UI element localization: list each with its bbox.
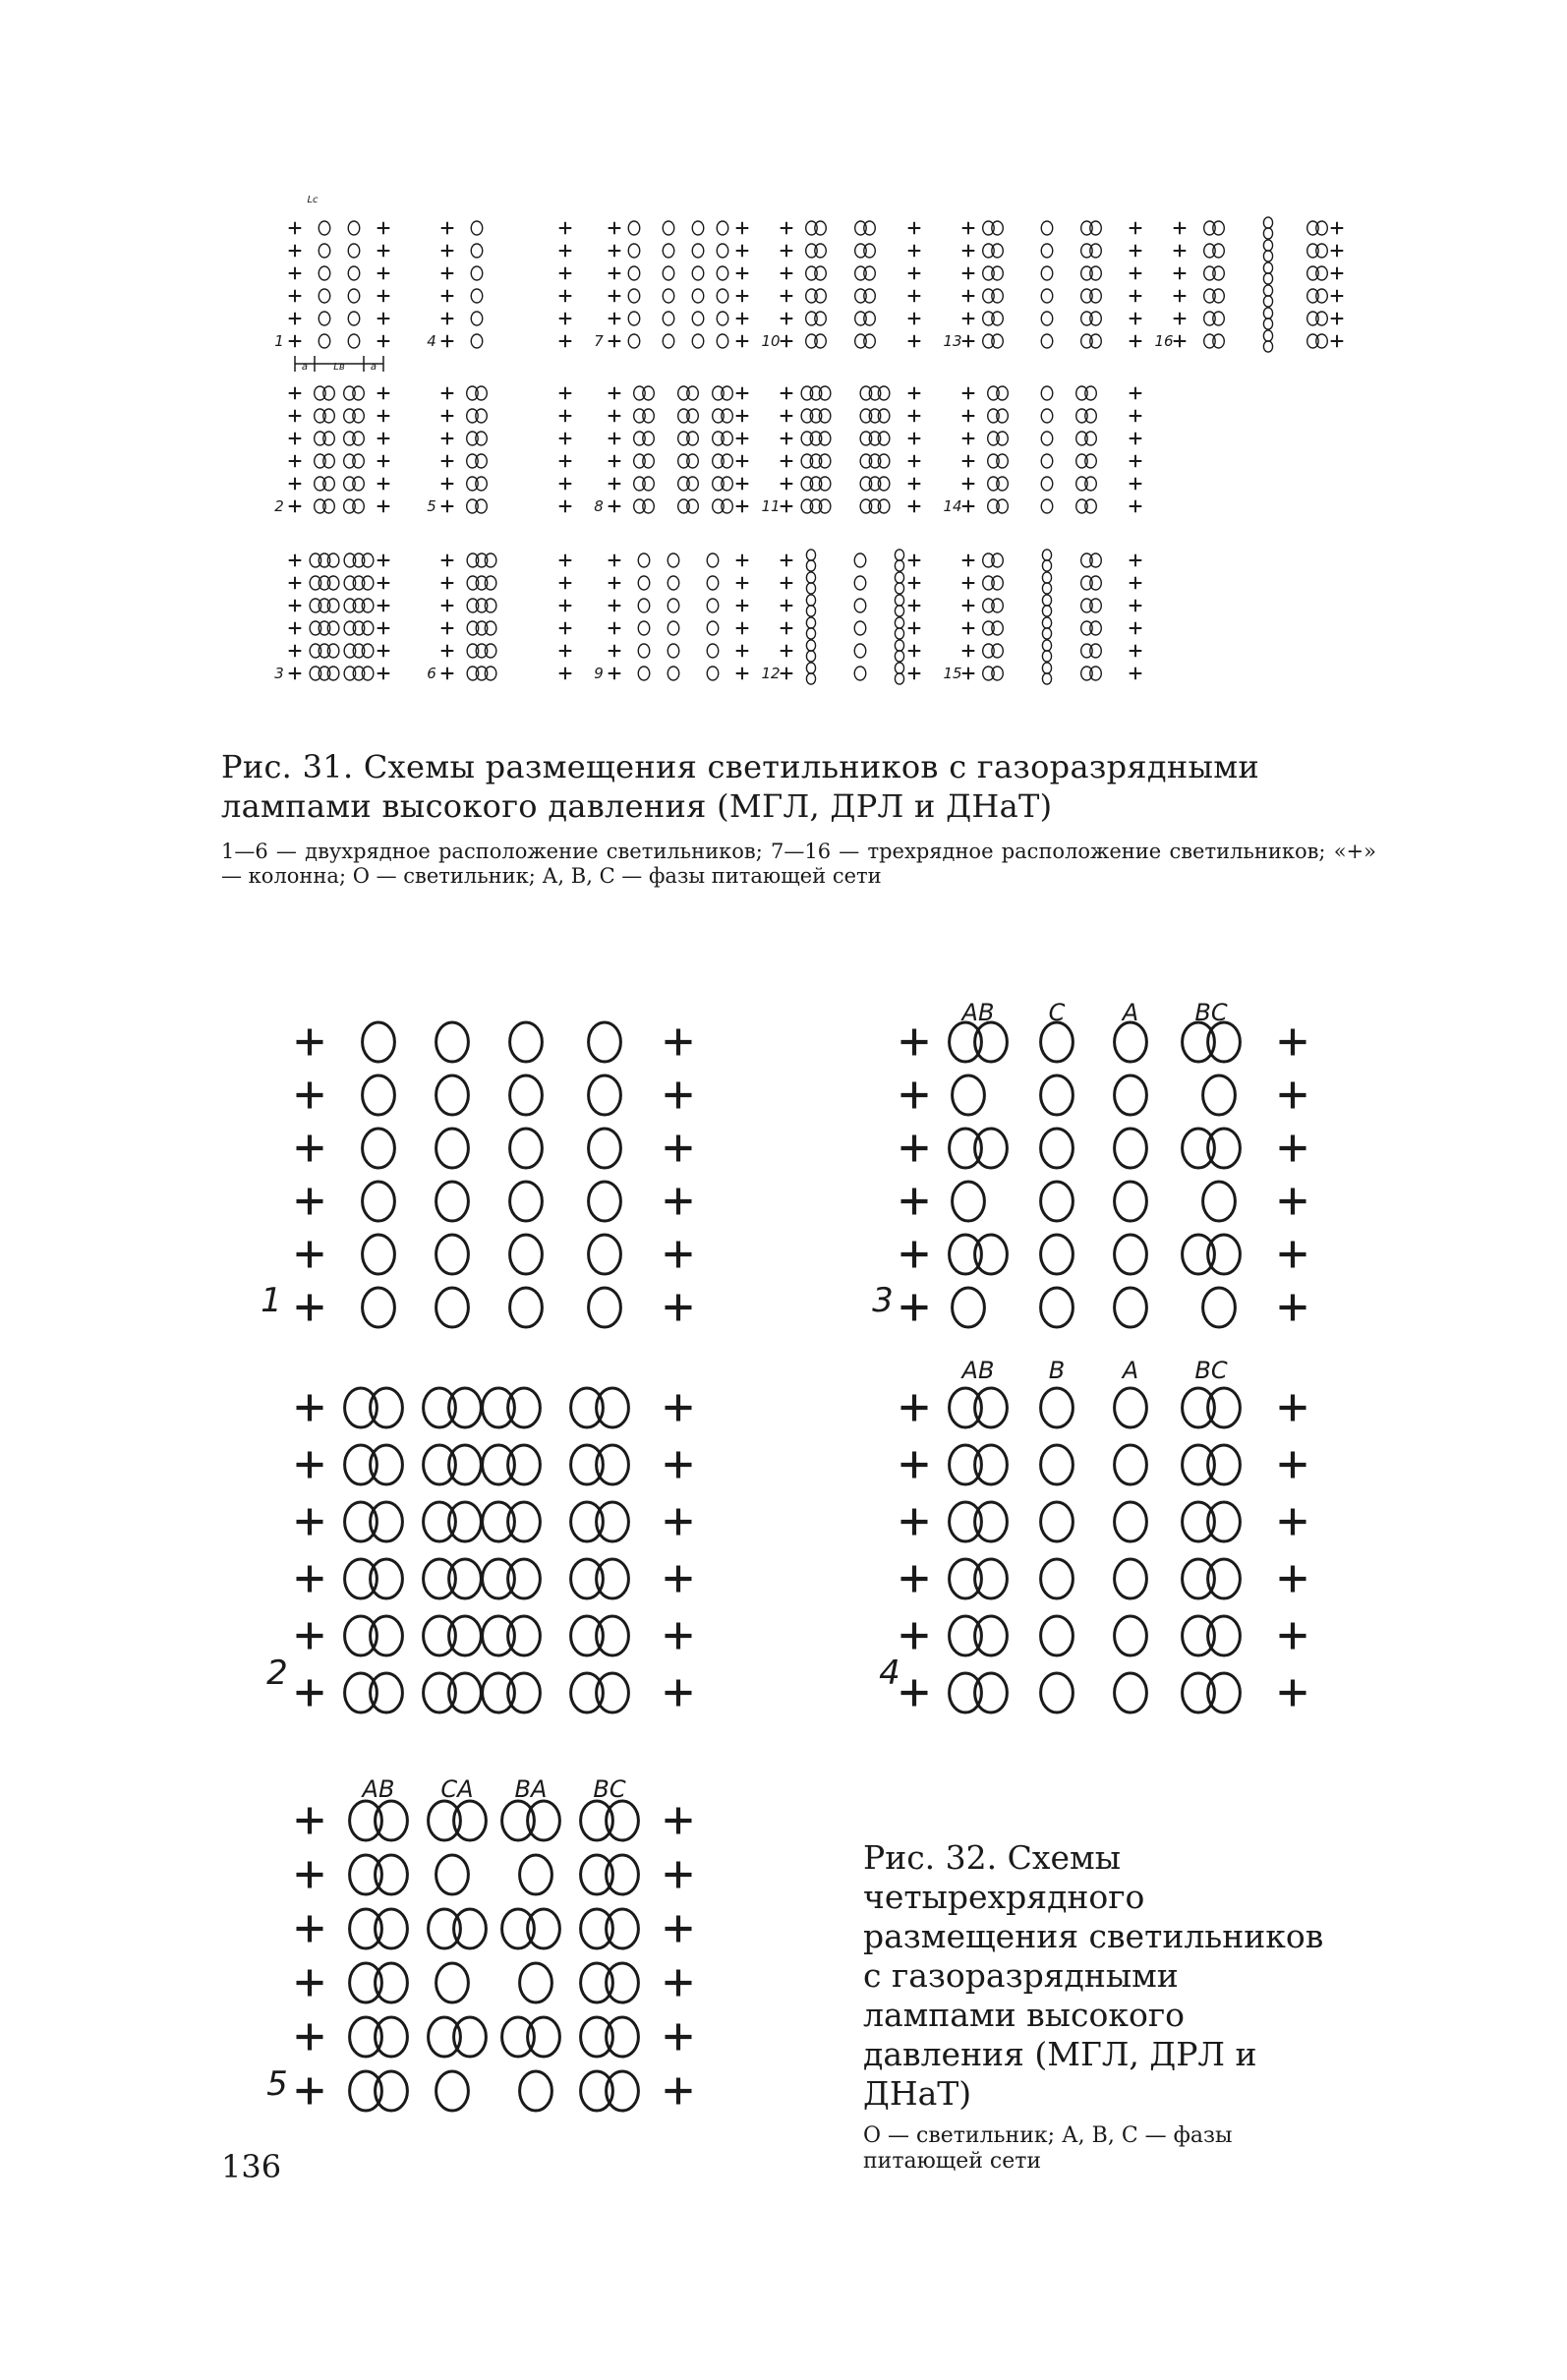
luminaire [510, 1129, 543, 1168]
column-plus [666, 1295, 692, 1321]
luminaire-pair [950, 1616, 982, 1655]
luminaire-pair [607, 2017, 639, 2057]
luminaire [953, 1288, 985, 1327]
luminaire-pair [950, 1235, 982, 1274]
scheme-number: 16 [1154, 332, 1174, 350]
luminaire [1115, 1235, 1147, 1274]
column-plus [901, 1509, 928, 1536]
luminaire-pair [483, 1559, 515, 1598]
luminaire-pair [350, 1801, 382, 1840]
column-plus [297, 2024, 323, 2051]
luminaire-pair [454, 1909, 487, 1948]
luminaire-pair [424, 1388, 456, 1427]
luminaire-pair [376, 2017, 408, 2057]
column-plus [1280, 1189, 1306, 1215]
figure-31-title: Рис. 31. Схемы размещения светильников с газоразрядными лампами высокого давления (МГЛ, ДРЛ и ДНаТ) [221, 748, 1260, 825]
luminaire-pair [502, 1801, 535, 1840]
phase-label: ВС [593, 1775, 626, 1803]
scheme-number: 4 [879, 1654, 900, 1693]
scheme-number: 3 [872, 1281, 894, 1320]
luminaire-pair [424, 1616, 456, 1655]
luminaire-pair [571, 1445, 604, 1484]
scheme-number: 2 [266, 1654, 288, 1693]
figure-32-caption [863, 1838, 1340, 2175]
luminaire-pair [581, 2017, 613, 2057]
luminaire [436, 1075, 469, 1115]
luminaire [363, 1182, 395, 1221]
luminaire-pair [950, 1673, 982, 1712]
column-plus [666, 1916, 692, 1943]
luminaire-pair [376, 1909, 408, 1948]
scheme-number: 5 [427, 497, 436, 515]
luminaire [1041, 1388, 1074, 1427]
column-plus [1280, 1295, 1306, 1321]
column-plus [666, 1509, 692, 1536]
luminaire-pair [371, 1616, 403, 1655]
luminaire-pair [424, 1502, 456, 1541]
column-plus [1280, 1509, 1306, 1536]
luminaire-pair [345, 1388, 377, 1427]
luminaire [589, 1235, 621, 1274]
scheme-number: 11 [761, 497, 781, 515]
column-plus [1280, 1623, 1306, 1650]
column-plus [666, 1808, 692, 1834]
luminaire-pair [1183, 1445, 1215, 1484]
luminaire-pair [449, 1388, 482, 1427]
dimension-label: Lc [307, 195, 319, 205]
luminaire [1041, 1559, 1074, 1598]
luminaire-pair [508, 1502, 541, 1541]
luminaire-pair [345, 1559, 377, 1598]
column-plus [1280, 1029, 1306, 1056]
luminaire-pair [597, 1616, 629, 1655]
column-plus [1280, 1566, 1306, 1593]
luminaire-pair [975, 1129, 1008, 1168]
luminaire-pair [1183, 1388, 1215, 1427]
column-plus [666, 1970, 692, 1997]
luminaire-pair [607, 1963, 639, 2003]
column-plus [901, 1680, 928, 1707]
luminaire [436, 1855, 469, 1894]
phase-label: АВ [362, 1775, 395, 1803]
luminaire-pair [376, 1801, 408, 1840]
luminaire [363, 1235, 395, 1274]
luminaire [520, 2071, 552, 2111]
column-plus [297, 1566, 323, 1593]
luminaire [1115, 1075, 1147, 1115]
scheme-number: 15 [943, 665, 962, 682]
scheme-number: 4 [427, 332, 436, 350]
column-plus [1280, 1082, 1306, 1109]
column-plus [297, 1680, 323, 1707]
phase-label: А [1122, 999, 1139, 1026]
luminaire [589, 1075, 621, 1115]
luminaire [1203, 1288, 1236, 1327]
luminaire-pair [597, 1559, 629, 1598]
luminaire-pair [350, 1855, 382, 1894]
luminaire-pair [1183, 1616, 1215, 1655]
luminaire [510, 1075, 543, 1115]
luminaire [589, 1288, 621, 1327]
scheme-number: 1 [274, 332, 284, 350]
luminaire-pair [528, 1801, 560, 1840]
luminaire-pair [424, 1673, 456, 1712]
luminaire [953, 1182, 985, 1221]
scheme-number: 10 [761, 332, 781, 350]
column-plus [901, 1395, 928, 1422]
luminaire [1115, 1388, 1147, 1427]
luminaire-pair [950, 1388, 982, 1427]
luminaire-pair [1208, 1616, 1241, 1655]
phase-label: С [1048, 999, 1066, 1026]
luminaire [1041, 1129, 1074, 1168]
column-plus [1280, 1680, 1306, 1707]
luminaire [1041, 1075, 1074, 1115]
luminaire-pair [449, 1445, 482, 1484]
luminaire [589, 1129, 621, 1168]
luminaire-pair [350, 1909, 382, 1948]
luminaire [510, 1235, 543, 1274]
luminaire-pair [975, 1445, 1008, 1484]
luminaire [1203, 1182, 1236, 1221]
luminaire [1041, 1673, 1074, 1712]
phase-label: А [1122, 1357, 1139, 1384]
figure-32-title: Рис. 32. Схемы четырехрядного размещения светильников с газоразрядными лампами высокого давления (МГЛ, ДРЛ и ДНаТ) [863, 1838, 1324, 2113]
column-plus [297, 1189, 323, 1215]
luminaire-pair [975, 1235, 1008, 1274]
luminaire-pair [345, 1445, 377, 1484]
column-plus [297, 1395, 323, 1422]
luminaire [363, 1288, 395, 1327]
column-plus [297, 1452, 323, 1479]
luminaire-pair [424, 1445, 456, 1484]
column-plus [666, 1029, 692, 1056]
scheme-number: 12 [761, 665, 781, 682]
luminaire-pair [597, 1445, 629, 1484]
luminaire-pair [483, 1502, 515, 1541]
luminaire [1041, 1616, 1074, 1655]
luminaire-pair [1183, 1022, 1215, 1062]
luminaire [436, 1235, 469, 1274]
luminaire-pair [483, 1445, 515, 1484]
luminaire [1041, 1502, 1074, 1541]
luminaire [510, 1182, 543, 1221]
column-plus [901, 1029, 928, 1056]
phase-label: СА [440, 1775, 474, 1803]
luminaire-pair [975, 1502, 1008, 1541]
column-plus [297, 1623, 323, 1650]
scheme-number: 6 [427, 665, 436, 682]
column-plus [297, 1862, 323, 1888]
luminaire-pair [1183, 1559, 1215, 1598]
luminaire-pair [950, 1129, 982, 1168]
column-plus [297, 1242, 323, 1268]
luminaire-pair [1183, 1673, 1215, 1712]
luminaire-pair [571, 1388, 604, 1427]
phase-label: АВ [961, 999, 995, 1026]
luminaire-pair [950, 1445, 982, 1484]
column-plus [666, 1135, 692, 1162]
luminaire-pair [581, 1855, 613, 1894]
column-plus [666, 2024, 692, 2051]
scheme-number: 8 [594, 497, 604, 515]
dimension-label: a [370, 362, 377, 373]
luminaire [1041, 1288, 1074, 1327]
luminaire-pair [449, 1673, 482, 1712]
column-plus [666, 1680, 692, 1707]
column-plus [297, 1808, 323, 1834]
luminaire [436, 2071, 469, 2111]
luminaire-pair [975, 1616, 1008, 1655]
luminaire-pair [483, 1673, 515, 1712]
column-plus [901, 1242, 928, 1268]
luminaire [589, 1022, 621, 1062]
luminaire [363, 1022, 395, 1062]
column-plus [297, 1029, 323, 1056]
column-plus [297, 1082, 323, 1109]
luminaire [1041, 1022, 1074, 1062]
luminaire-pair [502, 1909, 535, 1948]
luminaire-pair [371, 1502, 403, 1541]
luminaire [436, 1288, 469, 1327]
luminaire-pair [1183, 1129, 1215, 1168]
luminaire-pair [350, 2071, 382, 2111]
column-plus [297, 1970, 323, 1997]
luminaire-pair [607, 1909, 639, 1948]
luminaire [520, 1855, 552, 1894]
column-plus [1280, 1135, 1306, 1162]
luminaire [510, 1288, 543, 1327]
luminaire-pair [950, 1022, 982, 1062]
phase-label: ВА [514, 1775, 548, 1803]
column-plus [666, 1862, 692, 1888]
phase-label: В [1048, 1357, 1066, 1384]
dimension-label: Lв [333, 362, 345, 373]
luminaire-pair [528, 2017, 560, 2057]
luminaire [953, 1075, 985, 1115]
luminaire-pair [345, 1673, 377, 1712]
luminaire-pair [1208, 1388, 1241, 1427]
luminaire-pair [571, 1673, 604, 1712]
luminaire-pair [350, 2017, 382, 2057]
scheme-number: 3 [274, 665, 284, 682]
luminaire [510, 1022, 543, 1062]
luminaire-pair [581, 1801, 613, 1840]
scheme-number: 14 [943, 497, 962, 515]
luminaire [1115, 1288, 1147, 1327]
column-plus [666, 1082, 692, 1109]
luminaire-pair [350, 1963, 382, 2003]
luminaire-pair [508, 1673, 541, 1712]
luminaire-pair [502, 2017, 535, 2057]
luminaire-pair [376, 1855, 408, 1894]
scheme-number: 5 [266, 2064, 288, 2104]
luminaire-pair [1208, 1129, 1241, 1168]
column-plus [901, 1295, 928, 1321]
luminaire-pair [1208, 1559, 1241, 1598]
figure-31-legend: 1—6 — двухрядное расположение светильников; 7—16 — трехрядное расположение светильников; «+» — колонна; О — светильник; А, В, С — фазы питающей сети [221, 840, 1376, 888]
luminaire-pair [371, 1388, 403, 1427]
luminaire-pair [597, 1388, 629, 1427]
luminaire-pair [607, 1801, 639, 1840]
column-plus [901, 1566, 928, 1593]
luminaire [589, 1182, 621, 1221]
column-plus [666, 1452, 692, 1479]
scheme-number: 7 [594, 332, 604, 350]
luminaire-pair [571, 1559, 604, 1598]
luminaire-pair [429, 2017, 461, 2057]
luminaire-pair [424, 1559, 456, 1598]
luminaire-pair [597, 1673, 629, 1712]
luminaire-pair [950, 1559, 982, 1598]
column-plus [901, 1452, 928, 1479]
luminaire-pair [975, 1022, 1008, 1062]
column-plus [297, 1135, 323, 1162]
luminaire [1115, 1616, 1147, 1655]
luminaire-pair [449, 1559, 482, 1598]
luminaire-pair [950, 1502, 982, 1541]
luminaire-pair [975, 1388, 1008, 1427]
column-plus [297, 1295, 323, 1321]
luminaire-pair [454, 2017, 487, 2057]
luminaire [436, 1963, 469, 2003]
dimension-label: a [301, 362, 309, 373]
luminaire-pair [429, 1801, 461, 1840]
luminaire-pair [607, 2071, 639, 2111]
scheme-number: 2 [274, 497, 284, 515]
luminaire-pair [581, 1909, 613, 1948]
luminaire-pair [1208, 1502, 1241, 1541]
column-plus [666, 1623, 692, 1650]
luminaire-pair [1183, 1235, 1215, 1274]
luminaire [1115, 1022, 1147, 1062]
luminaire [436, 1022, 469, 1062]
luminaire-pair [483, 1388, 515, 1427]
luminaire [1115, 1673, 1147, 1712]
luminaire-pair [483, 1616, 515, 1655]
luminaire-pair [376, 1963, 408, 2003]
luminaire [436, 1182, 469, 1221]
phase-label: ВС [1194, 999, 1228, 1026]
luminaire-pair [371, 1445, 403, 1484]
phase-label: АВ [961, 1357, 995, 1384]
luminaire [1115, 1445, 1147, 1484]
column-plus [901, 1082, 928, 1109]
luminaire [1115, 1129, 1147, 1168]
luminaire-pair [345, 1502, 377, 1541]
column-plus [666, 1566, 692, 1593]
luminaire [1115, 1502, 1147, 1541]
column-plus [1280, 1242, 1306, 1268]
scheme-number: 9 [594, 665, 604, 682]
luminaire-pair [571, 1502, 604, 1541]
luminaire [363, 1129, 395, 1168]
column-plus [666, 2078, 692, 2105]
luminaire-pair [607, 1855, 639, 1894]
luminaire-pair [581, 2071, 613, 2111]
luminaire-pair [454, 1801, 487, 1840]
luminaire-pair [1208, 1445, 1241, 1484]
column-plus [666, 1395, 692, 1422]
scheme-number: 13 [943, 332, 962, 350]
phase-label: ВС [1194, 1357, 1228, 1384]
column-plus [901, 1135, 928, 1162]
luminaire-pair [508, 1445, 541, 1484]
luminaire-pair [508, 1559, 541, 1598]
column-plus [297, 2078, 323, 2105]
luminaire-pair [1208, 1673, 1241, 1712]
luminaire [520, 1963, 552, 2003]
column-plus [1280, 1395, 1306, 1422]
luminaire [1041, 1235, 1074, 1274]
luminaire-pair [371, 1673, 403, 1712]
scheme-number: 1 [261, 1281, 282, 1320]
luminaire-pair [528, 1909, 560, 1948]
luminaire [1115, 1182, 1147, 1221]
luminaire-pair [429, 1909, 461, 1948]
column-plus [666, 1242, 692, 1268]
luminaire-pair [508, 1616, 541, 1655]
luminaire-pair [581, 1963, 613, 2003]
column-plus [901, 1623, 928, 1650]
luminaire-pair [975, 1559, 1008, 1598]
figure-32-legend: О — светильник; А, В, С — фазы питающей сети [863, 2123, 1233, 2174]
luminaire [1115, 1559, 1147, 1598]
luminaire-pair [1183, 1502, 1215, 1541]
luminaire-pair [449, 1502, 482, 1541]
luminaire [436, 1129, 469, 1168]
page-number: 136 [221, 2148, 282, 2185]
luminaire [1041, 1182, 1074, 1221]
luminaire [1203, 1075, 1236, 1115]
luminaire-pair [975, 1673, 1008, 1712]
luminaire-pair [1208, 1235, 1241, 1274]
luminaire [363, 1075, 395, 1115]
column-plus [297, 1509, 323, 1536]
column-plus [1280, 1452, 1306, 1479]
luminaire-pair [449, 1616, 482, 1655]
luminaire-pair [376, 2071, 408, 2111]
luminaire-pair [508, 1388, 541, 1427]
column-plus [901, 1189, 928, 1215]
column-plus [297, 1916, 323, 1943]
luminaire-pair [345, 1616, 377, 1655]
column-plus [666, 1189, 692, 1215]
luminaire-pair [597, 1502, 629, 1541]
luminaire-pair [1208, 1022, 1241, 1062]
luminaire [1041, 1445, 1074, 1484]
luminaire-pair [571, 1616, 604, 1655]
luminaire-pair [371, 1559, 403, 1598]
